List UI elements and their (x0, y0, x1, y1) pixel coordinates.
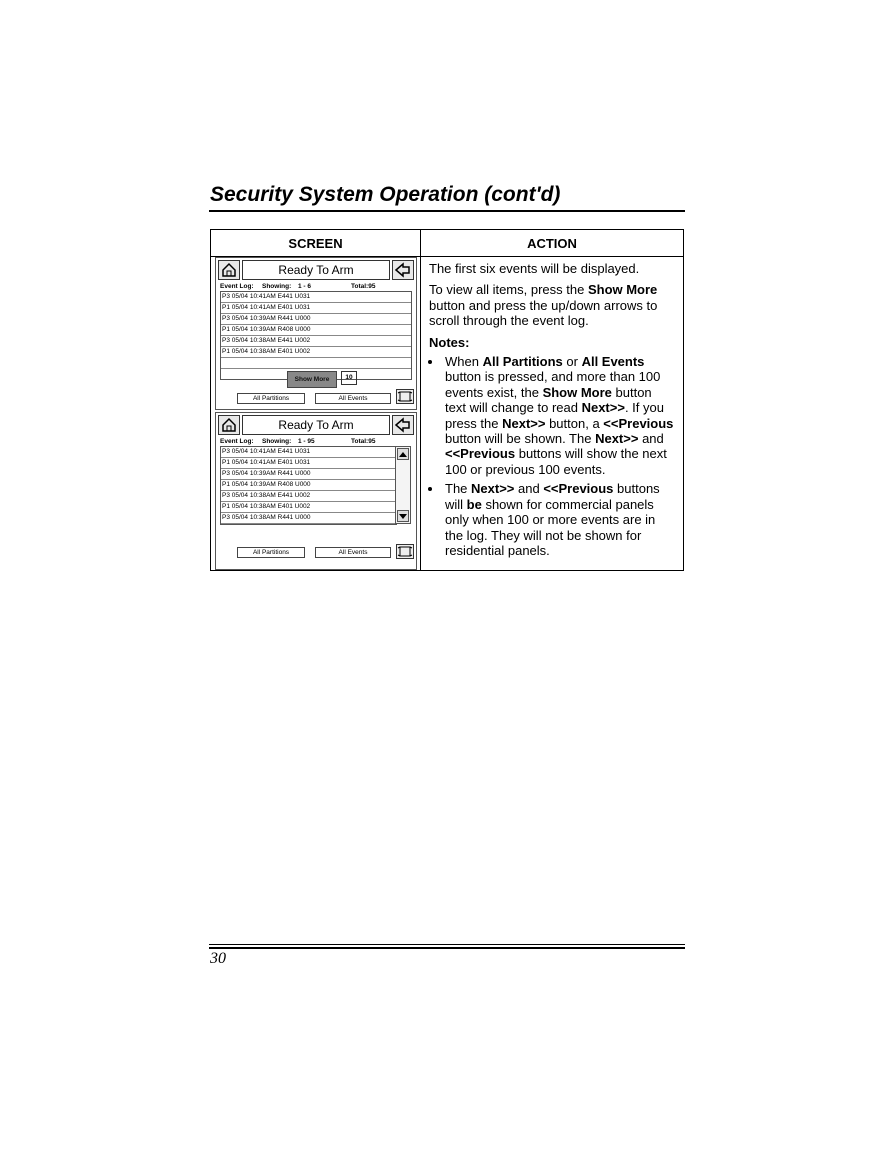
count-field[interactable]: 10 (341, 371, 357, 385)
title-rule (209, 210, 685, 212)
all-events-button[interactable]: All Events (315, 547, 391, 558)
list-item[interactable]: P1 05/04 10:41AM E401 U031 (221, 458, 396, 469)
list-item[interactable]: P3 05/04 10:38AM E441 U002 (221, 491, 396, 502)
total-count: Total:95 (351, 283, 376, 290)
screen-column-header: SCREEN (211, 230, 421, 257)
list-item[interactable]: P1 05/04 10:39AM R408 U000 (221, 325, 411, 336)
event-list[interactable] (220, 291, 412, 380)
scroll-up-icon[interactable] (397, 448, 409, 460)
list-item[interactable]: P1 05/04 10:38AM E401 U002 (221, 502, 396, 513)
event-log-label: Event Log: (220, 438, 254, 445)
scroll-icon[interactable] (396, 389, 414, 404)
event-log-screen-2 (215, 412, 417, 570)
note-item: • The Next>> and <<Previous buttons will be shown for commercial panels only when 100 or more events are in the log. They will not be shown for residential panels. (443, 481, 675, 558)
footer-rule (209, 944, 685, 945)
page-number: 30 (210, 950, 226, 967)
list-item[interactable]: P3 05/04 10:39AM R441 U000 (221, 314, 411, 325)
action-column-header: ACTION (421, 230, 684, 257)
showing-range: 1 - 6 (298, 283, 312, 290)
event-log-label: Event Log: (220, 283, 254, 290)
scrollbar[interactable] (395, 446, 411, 524)
notes-heading: Notes: (429, 334, 470, 350)
footer-rule (209, 947, 685, 949)
showing-label: Showing: (262, 438, 292, 445)
list-item[interactable]: P3 05/04 10:41AM E441 U031 (221, 292, 411, 303)
page-title: Security System Operation (cont'd) (210, 183, 561, 206)
list-item[interactable]: P1 05/04 10:39AM R408 U000 (221, 480, 396, 491)
all-events-button[interactable]: All Events (315, 393, 391, 404)
all-partitions-button[interactable]: All Partitions (237, 547, 305, 558)
status-title: Ready To Arm (242, 415, 390, 435)
home-icon[interactable] (218, 260, 240, 280)
action-paragraph: The first six events will be displayed. (429, 261, 640, 276)
list-item[interactable]: P1 05/04 10:41AM E401 U031 (221, 303, 411, 314)
home-icon[interactable] (218, 415, 240, 435)
note-item: • When All Partitions or All Events button is pressed, and more than 100 events exist, the Show More button text will change to read Next>>. If you press the Next>> button, a <<Previous button will be shown. The Next>> and <<Previous buttons will show the next 100 or previous 100 events. (443, 354, 675, 477)
scroll-down-icon[interactable] (397, 510, 409, 522)
showing-label: Showing: (262, 283, 292, 290)
list-item[interactable]: P3 05/04 10:38AM E441 U002 (221, 336, 411, 347)
event-log-screen-1 (215, 257, 417, 410)
notes-list (429, 354, 675, 558)
total-count: Total:95 (351, 438, 376, 445)
event-list[interactable] (220, 446, 397, 525)
list-item[interactable]: P3 05/04 10:41AM E441 U031 (221, 447, 396, 458)
back-arrow-icon[interactable] (392, 415, 414, 435)
list-item (221, 358, 411, 369)
all-partitions-button[interactable]: All Partitions (237, 393, 305, 404)
scroll-icon[interactable] (396, 544, 414, 559)
back-arrow-icon[interactable] (392, 260, 414, 280)
list-item[interactable]: P3 05/04 10:38AM R441 U000 (221, 513, 396, 524)
showing-range: 1 - 95 (298, 438, 315, 445)
status-title: Ready To Arm (242, 260, 390, 280)
screen-cell (211, 257, 421, 571)
instruction-table (210, 229, 684, 571)
list-item[interactable]: P1 05/04 10:38AM E401 U002 (221, 347, 411, 358)
action-paragraph: To view all items, press the Show More button and press the up/down arrows to scroll through the event log. (429, 282, 658, 329)
action-cell (421, 257, 684, 571)
show-more-button[interactable]: Show More (287, 371, 337, 388)
list-item[interactable]: P3 05/04 10:39AM R441 U000 (221, 469, 396, 480)
